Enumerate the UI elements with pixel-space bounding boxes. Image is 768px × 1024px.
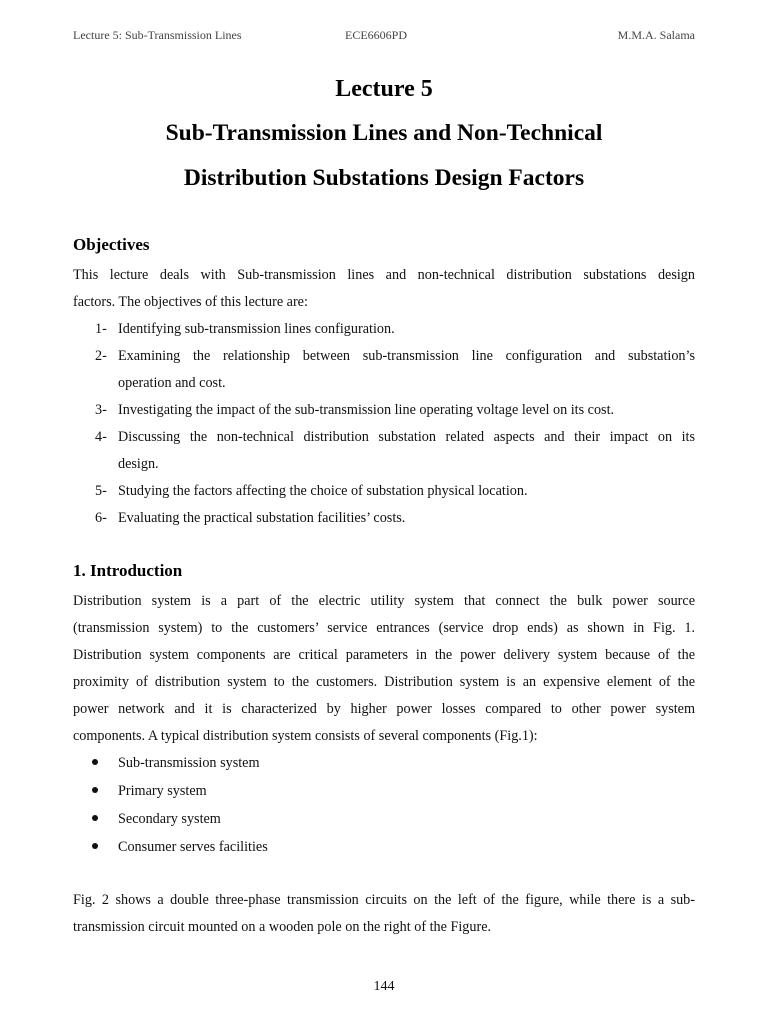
bullet-dot-icon: [92, 787, 100, 795]
objective-number: 6-: [95, 510, 107, 526]
objective-text-continued: operation and cost.: [118, 375, 226, 391]
objective-text: Discussing the non-technical distribution substation related aspects and their impact on its: [118, 429, 695, 445]
objective-text: Investigating the impact of the sub-transmission line operating voltage level on its cost.: [118, 402, 615, 418]
objective-text: Identifying sub-transmission lines configuration.: [118, 321, 395, 337]
objective-number: 3-: [95, 402, 107, 418]
objective-number: 5-: [95, 483, 107, 499]
fig2-paragraph-line: transmission circuit mounted on a wooden pole on the right of the Figure.: [73, 919, 492, 935]
intro-paragraph-line: Distribution system components are critical parameters in the power delivery system because of the: [73, 647, 695, 663]
intro-paragraph-line: components. A typical distribution system consists of several components (Fig.1):: [73, 728, 538, 744]
objective-number: 4-: [95, 429, 107, 445]
bullet-item: Primary system: [118, 783, 207, 799]
objective-text: Examining the relationship between sub-transmission line configuration and substation’s: [118, 348, 695, 364]
fig2-paragraph-line: Fig. 2 shows a double three-phase transmission circuits on the left of the figure, while there is a sub-: [73, 892, 695, 908]
header-course-code: ECE6606PD: [345, 28, 408, 42]
objectives-heading: Objectives: [73, 235, 150, 254]
lecture-title-line-2: Distribution Substations Design Factors: [183, 165, 585, 191]
bullet-dot-icon: [92, 843, 100, 851]
header-author: M.M.A. Salama: [617, 28, 695, 42]
intro-paragraph-line: proximity of distribution system to the customers. Distribution system is an expensive element of the: [73, 674, 695, 690]
bullet-item: Sub-transmission system: [118, 755, 260, 771]
objective-text-continued: design.: [118, 456, 159, 472]
bullet-dot-icon: [92, 759, 100, 767]
bullet-item: Secondary system: [118, 811, 221, 827]
bullet-item: Consumer serves facilities: [118, 839, 268, 855]
bullet-dot-icon: [92, 815, 100, 823]
intro-paragraph-line: power network and it is characterized by higher power losses compared to other power system: [73, 701, 695, 717]
lecture-title-line-1: Sub-Transmission Lines and Non-Technical: [165, 120, 603, 146]
objectives-intro-line: factors. The objectives of this lecture are:: [73, 294, 308, 310]
intro-paragraph-line: Distribution system is a part of the electric utility system that connect the bulk power source: [73, 593, 695, 609]
objective-text: Evaluating the practical substation facilities’ costs.: [118, 510, 406, 526]
page-number: 144: [373, 979, 395, 994]
lecture-number-title: Lecture 5: [335, 76, 433, 102]
intro-paragraph-line: (transmission system) to the customers’ service entrances (service drop ends) as shown in Fig. 1.: [73, 620, 695, 636]
objective-number: 2-: [95, 348, 107, 364]
objectives-intro-line: This lecture deals with Sub-transmission lines and non-technical distribution substations design: [73, 267, 695, 283]
objective-text: Studying the factors affecting the choice of substation physical location.: [118, 483, 528, 499]
objective-number: 1-: [95, 321, 107, 337]
header-lecture-label: Lecture 5: Sub-Transmission Lines: [73, 28, 242, 42]
introduction-heading: 1. Introduction: [73, 561, 183, 580]
